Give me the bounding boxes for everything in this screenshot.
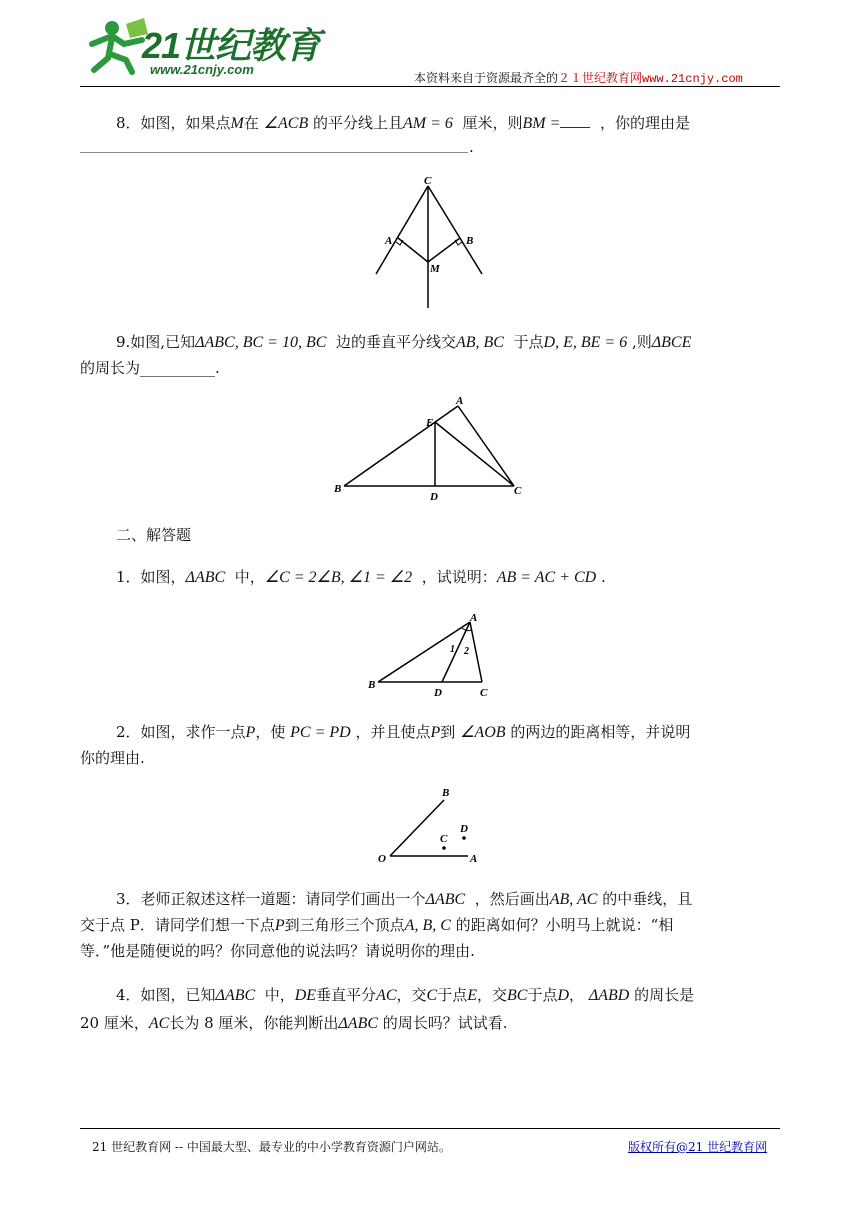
problem-3: 3．老师正叙述这样一道题：请同学们画出一个ΔABC ，然后画出AB, AC 的中垂线，且 [116, 890, 693, 908]
svg-text:M: M [430, 263, 440, 275]
logo-url: www.21cnjy.com [150, 62, 254, 77]
svg-text:C: C [480, 687, 488, 699]
problem-3-line3: 等．”他是随便说的吗？你同意他的说法吗？请说明你的理由. [80, 942, 475, 960]
header-url: www.21cnjy.com [642, 72, 743, 86]
footer-rule [80, 1128, 780, 1129]
svg-text:A: A [456, 395, 464, 407]
problem-4-line2: 20 厘米，AC长为 8 厘米，你能判断出ΔABC 的周长吗？试试看. [80, 1014, 508, 1032]
header-source-note: 本资料来自于资源最齐全的２１世纪教育网www.21cnjy.com [414, 71, 743, 86]
svg-text:B: B [368, 679, 376, 691]
problem-2: 2．如图，求作一点P，使 PC = PD ，并且使点P到 ∠AOB 的两边的距离相等，并说明 [116, 723, 691, 741]
footer-copyright-link[interactable]: 版权所有@21 世纪教育网 [628, 1140, 768, 1154]
header-brand: ２１世纪教育网 [558, 71, 643, 85]
problem-1: 1．如图，ΔABC 中，∠C = 2∠B, ∠1 = ∠2 ，试说明：AB = AC + CD . [116, 568, 606, 586]
answer-blank-8 [80, 152, 468, 153]
question-9: 9.如图,已知ΔABC, BC = 10, BC 边的垂直平分线交AB, BC 于点D, E, BE = 6 ,则ΔBCE [116, 333, 692, 351]
question-9-line2: 的周长为__________. [80, 359, 220, 377]
svg-text:B: B [334, 483, 342, 495]
question-8: 8．如图，如果点M在 ∠ACB 的平分线上且AM = 6 厘米，则BM = ，你的理由是 [116, 114, 690, 132]
svg-text:A: A [470, 612, 478, 624]
q8-end: . [469, 138, 474, 156]
problem-4: 4．如图，已知ΔABC 中，DE垂直平分AC，交C于点E，交BC于点D， ΔABD 的周长是 [116, 986, 695, 1004]
figure-1 [364, 610, 504, 702]
svg-text:O: O [378, 853, 386, 865]
svg-text:C: C [514, 485, 522, 497]
svg-text:A: A [470, 853, 478, 865]
problem-2-line2: 你的理由. [80, 749, 145, 767]
answer-blank-9: __________ [140, 359, 216, 377]
svg-text:E: E [426, 417, 434, 429]
svg-text:B: B [466, 235, 474, 247]
svg-text:1: 1 [450, 644, 455, 655]
figure-2 [374, 782, 494, 872]
section-heading: 二、解答题 [116, 526, 192, 544]
figure-9 [330, 392, 530, 504]
svg-text:D: D [434, 687, 442, 699]
svg-text:C: C [440, 833, 448, 845]
header-rule [80, 86, 780, 87]
problem-3-line2: 交于点 P．请同学们想一下点P到三角形三个顶点A, B, C 的距离如何？小明马上就说：“相 [80, 916, 674, 934]
svg-text:D: D [460, 823, 468, 835]
svg-text:D: D [430, 491, 438, 503]
figure-8 [360, 172, 500, 310]
footer-left: 21 世纪教育网 -- 中国最大型、最专业的中小学教育资源门户网站。 [92, 1140, 451, 1154]
svg-text:A: A [385, 235, 393, 247]
svg-text:C: C [424, 175, 432, 187]
logo-title: 21世纪教育 [142, 25, 321, 66]
svg-text:2: 2 [464, 646, 469, 657]
svg-text:B: B [442, 787, 450, 799]
